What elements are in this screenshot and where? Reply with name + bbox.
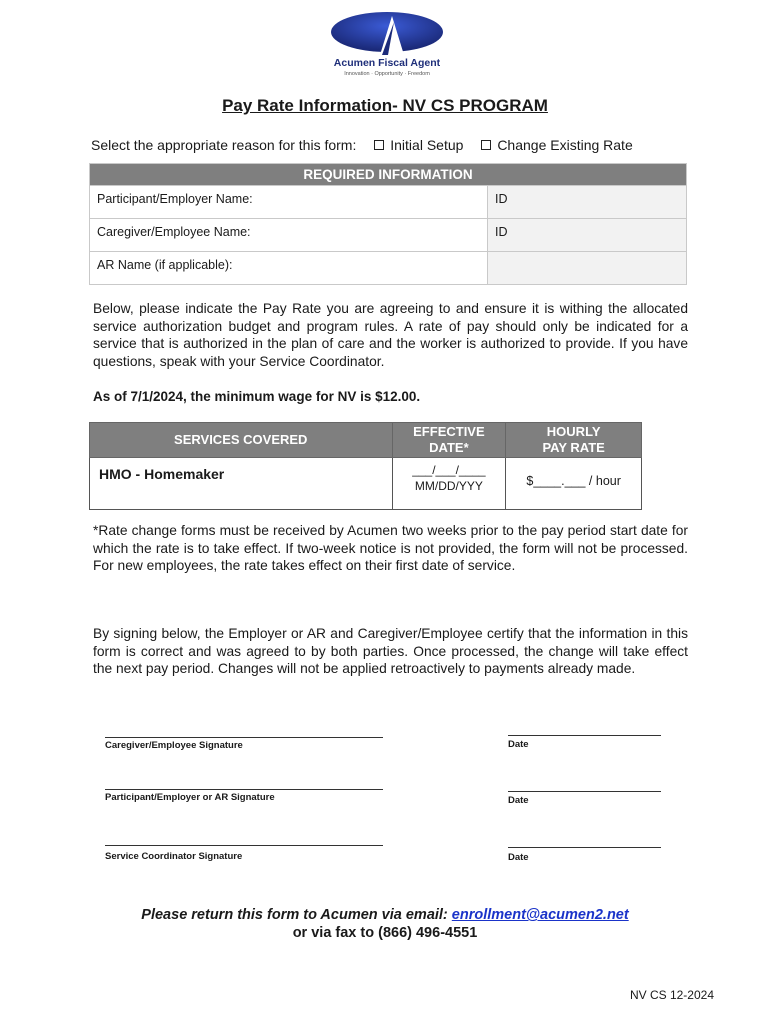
effective-date-header-line1: EFFECTIVE — [413, 424, 485, 439]
enrollment-email-link[interactable]: enrollment@acumen2.net — [451, 907, 629, 923]
participant-name-label: Participant/Employer Name: — [97, 192, 253, 206]
caregiver-date-label: Date — [508, 739, 529, 750]
coordinator-date-line[interactable] — [508, 847, 661, 848]
initial-setup-checkbox[interactable] — [374, 140, 384, 150]
certification-paragraph: By signing below, the Employer or AR and Caregiver/Employee certify that the information in this form is correct and was agreed to by both parties. Once processed, the change will take effect the next pay period. Changes will not be applied retroactively to payments already made. — [93, 626, 688, 676]
return-instructions — [0, 907, 770, 923]
ar-id-field[interactable] — [488, 252, 687, 285]
participant-signature-line[interactable] — [105, 789, 383, 790]
change-rate-checkbox[interactable] — [481, 140, 491, 150]
caregiver-id-label: ID — [495, 225, 508, 239]
page-title: Pay Rate Information- NV CS PROGRAM — [222, 96, 548, 115]
coordinator-signature-label: Service Coordinator Signature — [105, 851, 243, 862]
hourly-rate-field[interactable] — [506, 458, 642, 510]
hourly-rate-blank: $____.___ / hour — [526, 474, 621, 488]
hourly-rate-header — [506, 423, 642, 458]
caregiver-name-field[interactable] — [90, 219, 488, 252]
logo-name: Acumen Fiscal Agent — [333, 57, 441, 69]
required-info-header: REQUIRED INFORMATION — [90, 164, 687, 186]
ar-name-field[interactable] — [90, 252, 488, 285]
logo-tagline: Innovation · Opportunity · Freedom — [344, 71, 430, 77]
return-prefix: Please return this form to Acumen via email: — [141, 907, 452, 923]
effective-date-format: MM/DD/YYY — [414, 479, 483, 493]
caregiver-id-field[interactable] — [488, 219, 687, 252]
ar-name-label: AR Name (if applicable): — [97, 258, 233, 272]
rate-change-note: *Rate change forms must be received by Acumen two weeks prior to the pay period start date for which the rate is to take effect. If two-week notice is not provided, the form will not be processed. For new employees, the rate takes effect on their first date of service. — [93, 523, 688, 573]
acumen-logo-mark — [322, 10, 452, 58]
effective-date-header — [392, 423, 506, 458]
instructions-paragraph: Below, please indicate the Pay Rate you are agreeing to and ensure it is withing the allocated service authorization budget and program rules. A rate of pay should only be indicated for a service that is authorized in the plan of care and the worker is authorized to provide. If you have questions, speak with your Service Coordinator. — [93, 301, 688, 369]
services-table — [89, 422, 642, 510]
participant-date-line[interactable] — [508, 791, 661, 792]
participant-name-field[interactable] — [90, 186, 488, 219]
service-hmo-homemaker: HMO - Homemaker — [90, 458, 393, 510]
acumen-logo — [322, 10, 452, 78]
coordinator-date-label: Date — [508, 852, 529, 863]
reason-row — [91, 137, 633, 153]
services-covered-header: SERVICES COVERED — [90, 423, 393, 458]
participant-date-label: Date — [508, 795, 529, 806]
minimum-wage-note: As of 7/1/2024, the minimum wage for NV is $12.00. — [93, 389, 421, 404]
hourly-rate-header-line1: HOURLY — [546, 424, 601, 439]
caregiver-signature-line[interactable] — [105, 737, 383, 738]
caregiver-date-line[interactable] — [508, 735, 661, 736]
change-rate-label: Change Existing Rate — [497, 137, 633, 153]
coordinator-signature-line[interactable] — [105, 845, 383, 846]
effective-date-header-line2: DATE* — [429, 440, 469, 455]
reason-prompt: Select the appropriate reason for this form: — [91, 137, 357, 153]
participant-id-field[interactable] — [488, 186, 687, 219]
caregiver-signature-label: Caregiver/Employee Signature — [105, 740, 243, 751]
caregiver-name-label: Caregiver/Employee Name: — [97, 225, 251, 239]
effective-date-field[interactable] — [392, 458, 506, 510]
form-code: NV CS 12-2024 — [629, 988, 714, 1002]
required-info-table — [89, 163, 687, 285]
participant-id-label: ID — [495, 192, 508, 206]
participant-signature-label: Participant/Employer or AR Signature — [105, 792, 275, 803]
initial-setup-label: Initial Setup — [390, 137, 464, 153]
return-fax: or via fax to (866) 496-4551 — [292, 925, 478, 941]
effective-date-blank: ___/___/____ — [412, 463, 486, 477]
hourly-rate-header-line2: PAY RATE — [542, 440, 605, 455]
